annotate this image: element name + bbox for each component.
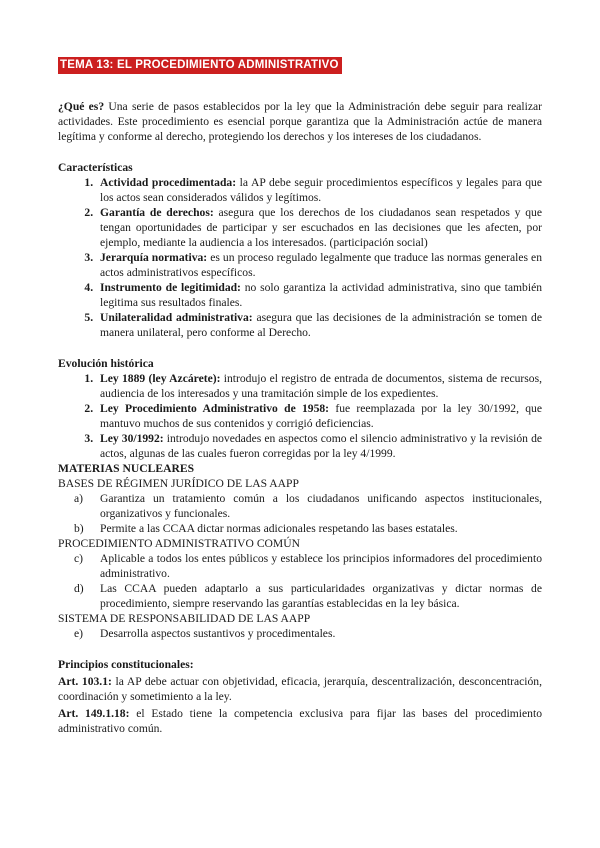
list-item (96, 371, 542, 401)
item-text: no solo garantiza la actividad administrativa, sino que también legitima sus resultados finales. (100, 281, 543, 309)
item-text: asegura que las decisiones de la administración se tomen de manera unilateral, pero conforme al Derecho. (100, 311, 543, 339)
caracteristicas-list (58, 175, 542, 340)
item-text: Las CCAA pueden adaptarlo a sus particularidades organizativas y dictar normas de procedimiento, siempre reservando las garantías establecidas en la ley básica. (100, 582, 542, 610)
article-label: Art. 103.1: (58, 675, 112, 688)
article-149 (58, 706, 542, 736)
list-item (96, 431, 542, 461)
item-label: Jerarquía normativa: (100, 251, 208, 264)
procedimiento-list (58, 551, 542, 611)
item-text: Desarrolla aspectos sustantivos y procedimentales. (100, 627, 336, 640)
intro-label: ¿Qué es? (58, 100, 105, 113)
list-item (96, 280, 542, 310)
list-item (96, 250, 542, 280)
list-item (74, 551, 542, 581)
bases-list (58, 491, 542, 536)
item-label: Ley Procedimiento Administrativo de 1958: (100, 402, 330, 415)
item-text: es un proceso regulado legalmente que traduce las normas generales en actos administrativos específicos. (100, 251, 542, 279)
item-marker: c) (74, 552, 84, 565)
responsabilidad-list (58, 626, 542, 641)
list-item (74, 521, 542, 536)
list-item (74, 491, 542, 521)
item-label: Garantía de derechos: (100, 206, 214, 219)
article-103 (58, 674, 542, 704)
group-title-bases: BASES DE RÉGIMEN JURÍDICO DE LAS AAPP (58, 477, 299, 490)
item-label: Unilateralidad administrativa: (100, 311, 253, 324)
item-text: fue reemplazada por la ley 30/1992, que mantuvo muchos de sus contenidos y corrigió deficiencias. (100, 402, 542, 430)
group-title-responsabilidad: SISTEMA DE RESPONSABILIDAD DE LAS AAPP (58, 612, 311, 625)
item-label: Actividad procedimentada: (100, 176, 237, 189)
evolucion-heading: Evolución histórica (58, 357, 154, 370)
materias-heading: MATERIAS NUCLEARES (58, 462, 195, 475)
principios-heading: Principios constitucionales: (58, 658, 194, 671)
list-item (96, 205, 542, 250)
item-marker: e) (74, 627, 84, 640)
item-text: introdujo el registro de entrada de documentos, sistema de recursos, audiencia de los interesados y una tramitación simple de los expedientes. (100, 372, 542, 400)
item-marker: a) (74, 492, 84, 505)
article-label: Art. 149.1.18: (58, 707, 130, 720)
article-text: la AP debe actuar con objetividad, eficacia, jerarquía, descentralización, desconcentración, coordinación y sometimiento a la ley. (58, 675, 542, 703)
list-item (74, 626, 542, 641)
item-text: introdujo novedades en aspectos como el silencio administrativo y la revisión de actos, algunas de las cuales fueron corregidas por la ley 4/1999. (100, 432, 543, 460)
item-label: Ley 30/1992: (100, 432, 164, 445)
list-item (96, 310, 542, 340)
list-item (96, 175, 542, 205)
item-label: Instrumento de legitimidad: (100, 281, 241, 294)
intro-text: Una serie de pasos establecidos por la ley que la Administración debe seguir para realizar actividades. Este procedimiento es esencial porque garantiza que la Administración actúe de manera legítima y conforme al derecho, protegiendo los derechos y los intereses de los ciudadanos. (58, 100, 542, 143)
evolucion-list (58, 371, 542, 461)
item-text: Garantiza un tratamiento común a los ciudadanos unificando aspectos institucionales, organizativos y funcionales. (100, 492, 542, 520)
list-item (74, 581, 542, 611)
item-text: asegura que los derechos de los ciudadanos sean respetados y que tengan oportunidades de participar y ser escuchados en las decisiones que les afecten, por ejemplo, mediante la audiencia a los interesados. (participación social) (100, 206, 542, 249)
item-marker: b) (74, 522, 84, 535)
item-label: Ley 1889 (ley Azcárete): (100, 372, 221, 385)
document-title: TEMA 13: EL PROCEDIMIENTO ADMINISTRATIVO (58, 57, 342, 74)
intro-paragraph (58, 99, 542, 144)
item-text: Permite a las CCAA dictar normas adicionales respetando las bases estatales. (100, 522, 458, 535)
caracteristicas-heading: Características (58, 161, 133, 174)
item-text: Aplicable a todos los entes públicos y establece los principios informadores del procedimiento administrativo. (100, 552, 542, 580)
article-text: el Estado tiene la competencia exclusiva para fijar las bases del procedimiento administrativo común. (58, 707, 542, 735)
list-item (96, 401, 542, 431)
item-text: la AP debe seguir procedimientos específicos y legales para que los actos sean considerados válidos y legítimos. (100, 176, 542, 204)
item-marker: d) (74, 582, 84, 595)
group-title-procedimiento: PROCEDIMIENTO ADMINISTRATIVO COMÚN (58, 537, 300, 550)
